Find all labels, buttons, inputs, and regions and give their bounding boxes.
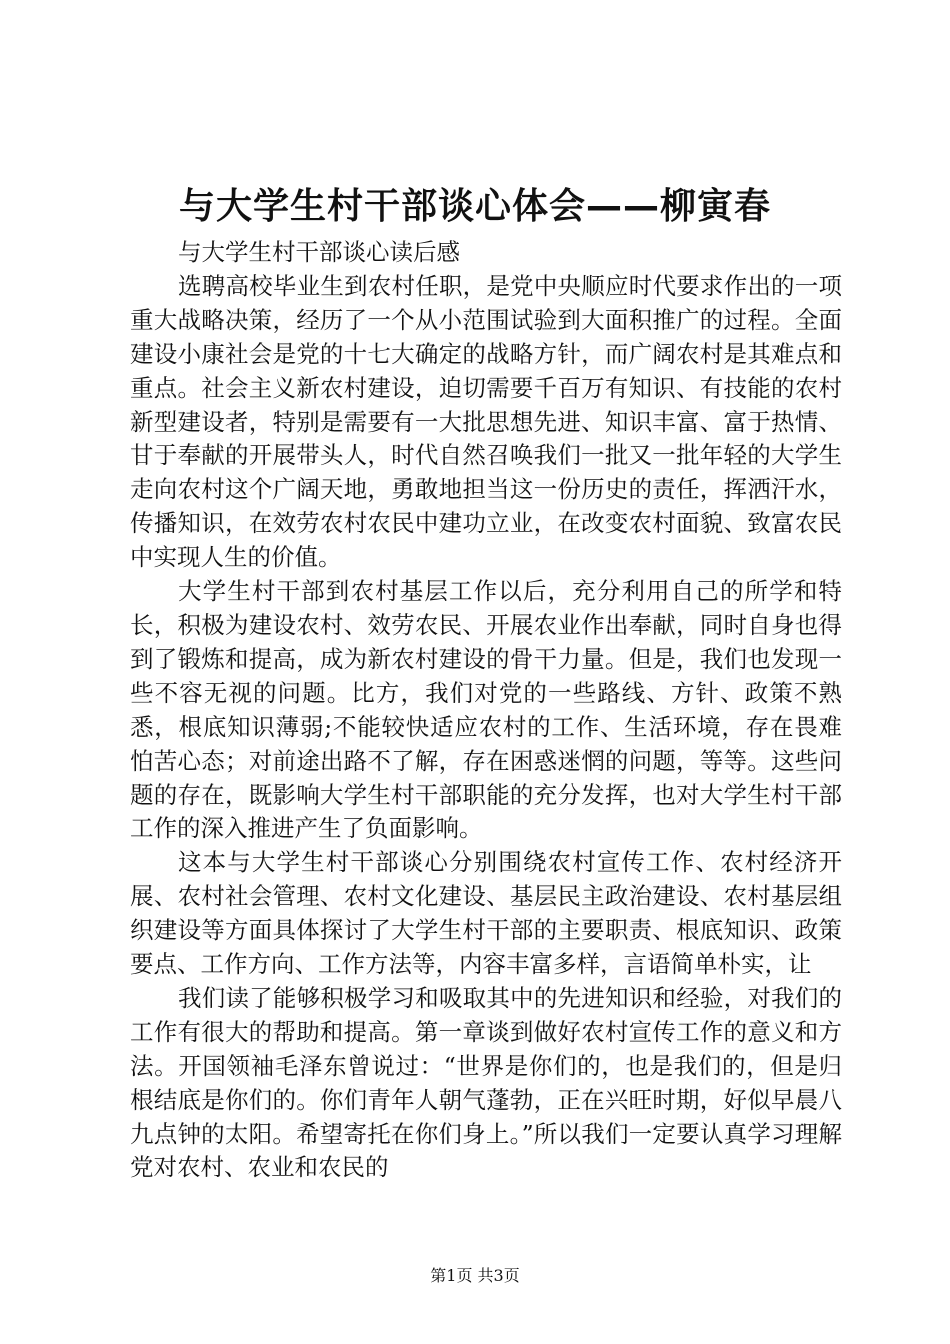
page-number-footer: 第1页 共3页 — [430, 1266, 520, 1285]
document-body — [130, 236, 842, 1185]
paragraph: 选聘高校毕业生到农村任职，是党中央顺应时代要求作出的一项重大战略决策，经历了一个从小范围试验到大面积推广的过程。全面建设小康社会是党的十七大确定的战略方针，而广阔农村是其难点和重点。社会主义新农村建设，迫切需要千百万有知识、有技能的农村新型建设者，特别是需要有一大批思想先进、知识丰富、富于热情、甘于奉献的开展带头人，时代自然召唤我们一批又一批年轻的大学生走向农村这个广阔天地，勇敢地担当这一份历史的责任，挥洒汗水，传播知识，在效劳农村农民中建功立业，在改变农村面貌、致富农民中实现人生的价值。 — [130, 271, 842, 572]
paragraph: 我们读了能够积极学习和吸取其中的先进知识和经验，对我们的工作有很大的帮助和提高。第一章谈到做好农村宣传工作的意义和方法。开国领袖毛泽东曾说过：“世界是你们的，也是我们的，但是归根结底是你们的。你们青年人朝气蓬勃，正在兴旺时期，好似早晨八九点钟的太阳。希望寄托在你们身上。”所以我们一定要认真学习理解党对农村、农业和农民的 — [130, 983, 842, 1182]
document-title: 与大学生村干部谈心体会——柳寅春 — [178, 186, 771, 227]
paragraph-subtitle: 与大学生村干部谈心读后感 — [178, 238, 460, 266]
paragraph: 大学生村干部到农村基层工作以后，充分利用自己的所学和特长，积极为建设农村、效劳农民、开展农业作出奉献，同时自身也得到了锻炼和提高，成为新农村建设的骨干力量。但是，我们也发现一些不容无视的问题。比方，我们对党的一些路线、方针、政策不熟悉，根底知识薄弱;不能较快适应农村的工作、生活环境，存在畏难怕苦心态；对前途出路不了解，存在困惑迷惘的问题，等等。这些问题的存在，既影响大学生村干部职能的充分发挥，也对大学生村干部工作的深入推进产生了负面影响。 — [130, 577, 842, 843]
paragraph: 这本与大学生村干部谈心分别围绕农村宣传工作、农村经济开展、农村社会管理、农村文化建设、基层民主政治建设、农村基层组织建设等方面具体探讨了大学生村干部的主要职责、根底知识、政策要点、工作方向、工作方法等，内容丰富多样，言语简单朴实，让 — [130, 848, 842, 979]
